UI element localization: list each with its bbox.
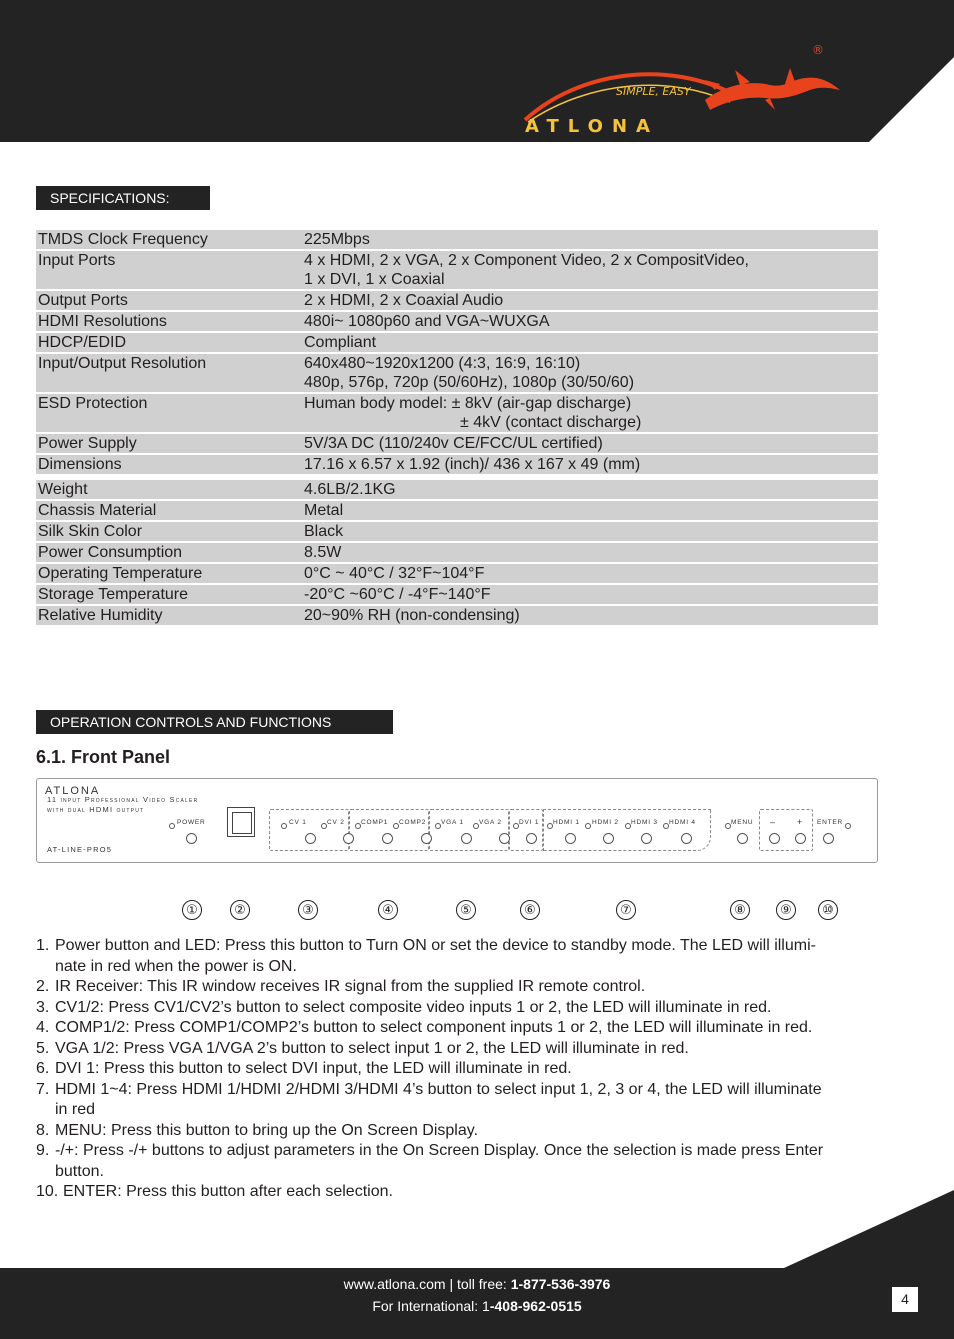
function-number: 6.	[36, 1060, 50, 1077]
function-text-line: VGA 1/2: Press VGA 1/VGA 2’s button to select input 1 or 2, the LED will illuminate in red.	[55, 1039, 689, 1057]
menu-label: MENU	[731, 819, 754, 826]
spec-label: Operating Temperature	[38, 565, 203, 582]
power-led	[169, 823, 175, 829]
panel-led	[473, 823, 479, 829]
spec-value-line: 4 x HDMI, 2 x VGA, 2 x Component Video, 2 x CompositVideo,	[304, 252, 749, 269]
spec-row	[36, 606, 878, 627]
spec-label: Input Ports	[38, 252, 116, 269]
panel-brand: ATLONA	[45, 785, 101, 797]
specifications-heading: SPECIFICATIONS:	[36, 186, 210, 210]
spec-value	[304, 434, 878, 453]
function-text-line: HDMI 1~4: Press HDMI 1/HDMI 2/HDMI 3/HDMI 4’s button to select input 1, 2, 3 or 4, the LED will illuminate	[55, 1080, 822, 1098]
menu-button	[737, 833, 748, 844]
function-text-line: DVI 1: Press this button to select DVI input, the LED will illuminate in red.	[55, 1060, 572, 1077]
function-text-line: in red	[55, 1101, 96, 1118]
adjust-group	[759, 809, 813, 851]
spec-row	[36, 455, 878, 480]
panel-led	[585, 823, 591, 829]
footer-intl-number: -408-962-0515	[489, 1298, 582, 1314]
callout-7: ⑦	[616, 900, 636, 920]
function-text-line: Power button and LED: Press this button to Turn ON or set the device to standby mode. The LED will illumi-	[55, 937, 816, 954]
registered-mark: ®	[812, 43, 824, 57]
spec-row	[36, 480, 878, 501]
cv2-button	[343, 833, 354, 844]
page-number: 4	[892, 1287, 918, 1312]
panel-model: AT-LINE-PRO5	[47, 845, 113, 854]
function-number: 1.	[36, 937, 50, 954]
cv2-label: CV 2	[327, 819, 345, 826]
specifications-table	[36, 230, 878, 627]
hdmi4-label: HDMI 4	[669, 819, 696, 826]
spec-value	[304, 501, 878, 520]
function-text	[55, 1039, 689, 1060]
spec-label: Storage Temperature	[38, 586, 189, 603]
spec-value	[304, 354, 878, 392]
comp-group	[349, 809, 429, 851]
panel-led	[513, 823, 519, 829]
spec-row	[36, 522, 878, 543]
function-text-line: button.	[55, 1162, 104, 1180]
front-panel-diagram	[36, 778, 878, 863]
spec-label: TMDS Clock Frequency	[38, 231, 208, 248]
spec-value	[304, 394, 878, 432]
function-text	[55, 977, 645, 998]
spec-value-line: Compliant	[304, 334, 377, 351]
function-item	[36, 1121, 880, 1142]
comp2-button	[421, 833, 432, 844]
panel-led	[845, 823, 851, 829]
callout-1: ①	[182, 900, 202, 920]
dvi1-label: DVI 1	[519, 819, 540, 826]
dvi-group	[509, 809, 543, 851]
hdmi4-button	[681, 833, 692, 844]
spec-value	[304, 455, 878, 474]
vga2-button	[499, 833, 510, 844]
footer-corner-shape	[784, 1190, 954, 1268]
function-text	[55, 1141, 823, 1182]
cv1-label: CV 1	[289, 819, 307, 826]
spec-value-line: 17.16 x 6.57 x 1.92 (inch)/ 436 x 167 x 49 (mm)	[304, 456, 641, 473]
logo-tagline: SIMPLE, EASY	[616, 85, 691, 98]
comp1-button	[382, 833, 393, 844]
function-descriptions	[36, 936, 880, 1203]
function-number: 3.	[36, 998, 50, 1016]
spec-row	[36, 354, 878, 394]
plus-button	[795, 833, 806, 844]
callout-6: ⑥	[520, 900, 540, 920]
spec-value	[304, 564, 878, 583]
hdmi-group	[543, 809, 711, 851]
spec-label: HDMI Resolutions	[38, 313, 167, 330]
vga-group	[429, 809, 509, 851]
panel-led	[393, 823, 399, 829]
hdmi1-button	[565, 833, 576, 844]
function-item	[36, 936, 880, 977]
spec-label: Power Supply	[38, 435, 137, 452]
atlona-logo	[520, 40, 850, 135]
spec-value	[304, 606, 878, 625]
function-number: 10.	[36, 1183, 59, 1200]
spec-label: Chassis Material	[38, 502, 157, 519]
callout-9: ⑨	[776, 900, 796, 920]
spec-row	[36, 501, 878, 522]
spec-value	[304, 333, 878, 352]
panel-led	[547, 823, 553, 829]
function-number: 4.	[36, 1019, 50, 1036]
front-panel-title: 6.1. Front Panel	[36, 747, 171, 767]
spec-label: Silk Skin Color	[38, 523, 143, 540]
spec-value-line: 1 x DVI, 1 x Coaxial	[304, 271, 445, 288]
footer-contact	[0, 1276, 954, 1292]
function-text-line: CV1/2: Press CV1/CV2’s button to select composite video inputs 1 or 2, the LED will illuminate in red.	[55, 998, 772, 1016]
minus-label: –	[770, 817, 776, 827]
hdmi3-label: HDMI 3	[631, 819, 658, 826]
function-item	[36, 1182, 880, 1203]
spec-value	[304, 312, 878, 331]
spec-label: Relative Humidity	[38, 607, 163, 624]
cv-group	[269, 809, 349, 851]
function-number: 9.	[36, 1142, 50, 1159]
function-text	[63, 1182, 393, 1203]
function-text	[55, 1059, 572, 1080]
function-item	[36, 1141, 880, 1182]
dvi1-button	[526, 833, 537, 844]
comp1-label: COMP1	[361, 819, 389, 826]
power-button	[186, 833, 197, 844]
function-item	[36, 1018, 880, 1039]
ir-receiver-window	[227, 807, 255, 837]
panel-led	[625, 823, 631, 829]
panel-subtitle-line-2: with dual HDMI output	[47, 805, 145, 814]
power-label: POWER	[177, 819, 206, 826]
spec-row	[36, 585, 878, 606]
spec-value	[304, 291, 878, 310]
function-item	[36, 1039, 880, 1060]
spec-label: Output Ports	[38, 292, 128, 309]
spec-label: HDCP/EDID	[38, 334, 127, 351]
callout-2: ②	[230, 900, 250, 920]
footer-intl-prefix: For International: 1	[372, 1298, 490, 1314]
function-text-line: COMP1/2: Press COMP1/COMP2’s button to select component inputs 1 or 2, the LED will illuminate in red.	[55, 1019, 813, 1036]
callout-4: ④	[378, 900, 398, 920]
spec-label: Power Consumption	[38, 544, 183, 561]
hdmi3-button	[641, 833, 652, 844]
panel-led	[725, 823, 731, 829]
spec-row	[36, 564, 878, 585]
enter-button	[823, 833, 834, 844]
function-text-line: nate in red when the power is ON.	[55, 957, 297, 975]
spec-value-line: 225Mbps	[304, 231, 370, 248]
plus-label: +	[797, 817, 804, 827]
spec-row	[36, 394, 878, 434]
panel-led	[281, 823, 287, 829]
panel-led	[355, 823, 361, 829]
minus-button	[769, 833, 780, 844]
callout-3: ③	[298, 900, 318, 920]
spec-value	[304, 230, 878, 249]
spec-value-line: 640x480~1920x1200 (4:3, 16:9, 16:10)	[304, 355, 581, 372]
spec-label: ESD Protection	[38, 395, 148, 412]
spec-value-line: 480p, 576p, 720p (50/60Hz), 1080p (30/50/60)	[304, 374, 635, 391]
spec-row	[36, 434, 878, 455]
vga1-label: VGA 1	[441, 819, 464, 826]
spec-value-line: 8.5W	[304, 544, 342, 561]
panel-subtitle	[47, 795, 198, 815]
spec-value-line: 20~90% RH (non-condensing)	[304, 607, 520, 624]
hdmi1-label: HDMI 1	[553, 819, 580, 826]
spec-value-line: -20°C ~60°C / -4°F~140°F	[304, 586, 491, 603]
function-number: 5.	[36, 1039, 50, 1057]
function-number: 7.	[36, 1080, 50, 1098]
panel-subtitle-line-1: 11 input Professional Video Scaler	[47, 795, 199, 804]
function-item	[36, 998, 880, 1019]
panel-led	[435, 823, 441, 829]
callout-8: ⑧	[730, 900, 750, 920]
vga1-button	[461, 833, 472, 844]
spec-label: Weight	[38, 481, 88, 498]
spec-value-line: 2 x HDMI, 2 x Coaxial Audio	[304, 292, 504, 309]
spec-value-line: ± 4kV (contact discharge)	[460, 414, 642, 431]
spec-value-line: 4.6LB/2.1KG	[304, 481, 396, 498]
spec-label: Dimensions	[38, 456, 122, 473]
spec-value	[304, 543, 878, 562]
spec-row	[36, 312, 878, 333]
spec-label: Input/Output Resolution	[38, 355, 207, 372]
spec-value-line: 5V/3A DC (110/240v CE/FCC/UL certified)	[304, 435, 603, 452]
spec-value-line: 0°C ~ 40°C / 32°F~104°F	[304, 565, 485, 582]
footer-tollfree: 1-877-536-3976	[510, 1276, 611, 1292]
function-text	[55, 1121, 478, 1142]
callout-5: ⑤	[456, 900, 476, 920]
footer-website: www.atlona.com | toll free:	[343, 1276, 511, 1292]
function-number: 8.	[36, 1121, 50, 1139]
function-item	[36, 1059, 880, 1080]
spec-value	[304, 585, 878, 604]
spec-row	[36, 230, 878, 251]
logo-wordmark: ATLONA	[525, 116, 659, 135]
function-text	[55, 936, 816, 977]
function-text-line: ENTER: Press this button after each selection.	[63, 1183, 393, 1200]
function-number: 2.	[36, 978, 50, 995]
header-corner-cut	[869, 57, 954, 142]
spec-value-line: Metal	[304, 502, 344, 519]
operation-heading: OPERATION CONTROLS AND FUNCTIONS	[36, 710, 393, 734]
spec-value	[304, 522, 878, 541]
cv1-button	[305, 833, 316, 844]
callout-10: ⑩	[818, 900, 838, 920]
footer-international	[0, 1298, 954, 1314]
function-text	[55, 1080, 822, 1121]
vga2-label: VGA 2	[479, 819, 502, 826]
panel-led	[321, 823, 327, 829]
spec-value-line: 480i~ 1080p60 and VGA~WUXGA	[304, 313, 550, 330]
callout-row	[36, 898, 878, 922]
spec-value	[304, 480, 878, 499]
function-item	[36, 1080, 880, 1121]
function-text	[55, 1018, 812, 1039]
function-text	[55, 998, 772, 1019]
function-text-line: -/+: Press -/+ buttons to adjust parameters in the On Screen Display. Once the selection is made press Enter	[55, 1142, 824, 1159]
enter-label: ENTER	[817, 819, 844, 826]
spec-row	[36, 333, 878, 354]
function-text-line: IR Receiver: This IR window receives IR signal from the supplied IR remote control.	[55, 978, 646, 995]
comp2-label: COMP2	[399, 819, 427, 826]
spec-value-line: Black	[304, 523, 344, 540]
spec-value	[304, 251, 878, 289]
function-text-line: MENU: Press this button to bring up the On Screen Display.	[55, 1121, 479, 1139]
spec-row	[36, 291, 878, 312]
spec-value-line: Human body model: ± 8kV (air-gap discharge)	[304, 395, 632, 412]
function-item	[36, 977, 880, 998]
hdmi2-button	[603, 833, 614, 844]
hdmi2-label: HDMI 2	[592, 819, 619, 826]
spec-row	[36, 543, 878, 564]
spec-row	[36, 251, 878, 291]
panel-led	[663, 823, 669, 829]
